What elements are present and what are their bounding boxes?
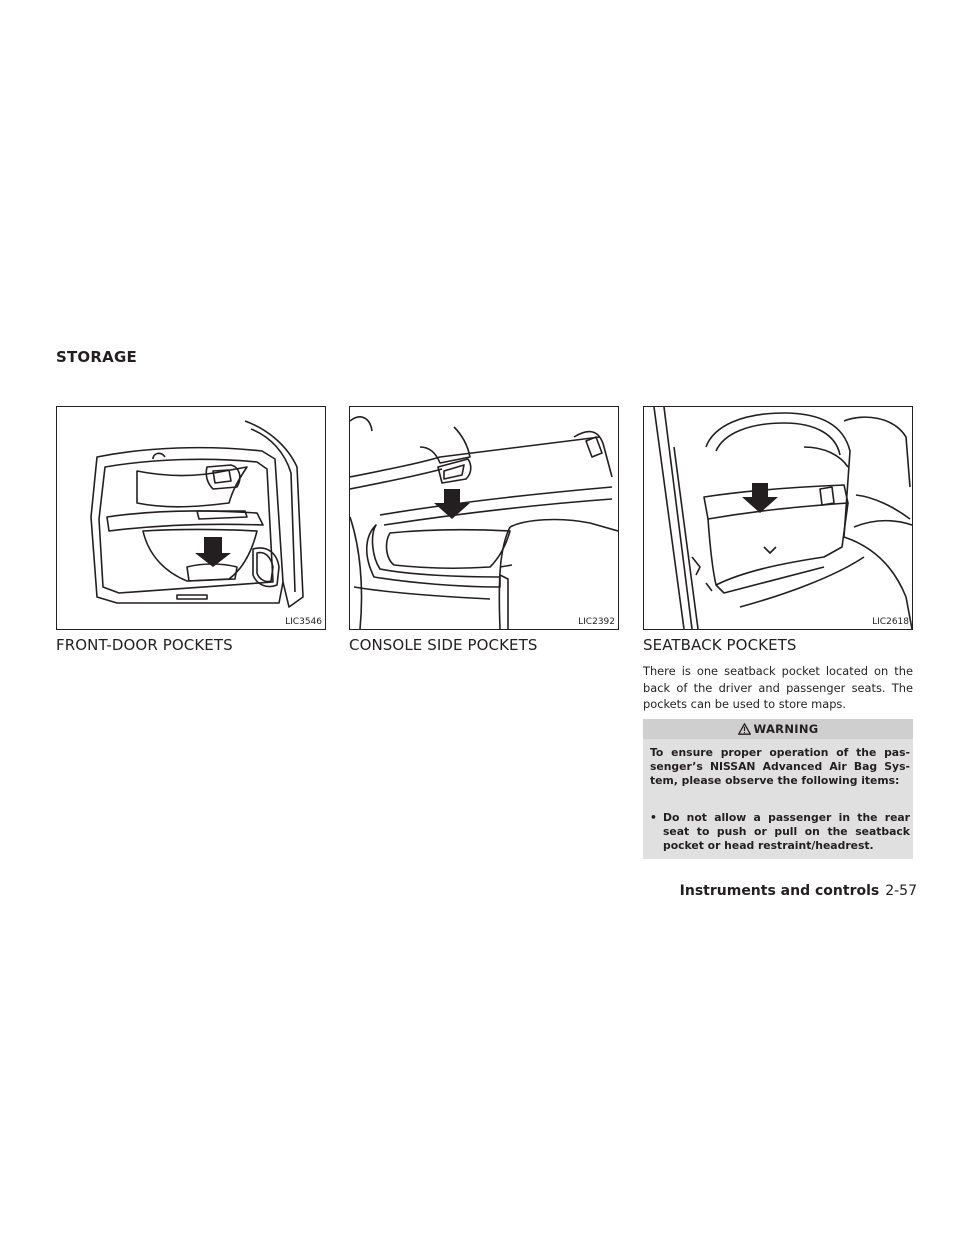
figure-code: LIC2618 — [872, 617, 909, 627]
front-door-illustration — [57, 407, 325, 629]
seatback-pockets-figure — [643, 406, 913, 630]
seatback-illustration — [644, 407, 912, 629]
console-side-pockets-figure — [349, 406, 619, 630]
seatback-description: There is one seatback pocket located on the back of the driver and passenger seats. The pockets can be used to store maps. — [643, 664, 913, 711]
figure-caption: SEATBACK POCKETS — [643, 636, 797, 654]
page-number: 2-57 — [885, 883, 917, 899]
pocket-arrow-icon — [742, 483, 778, 513]
console-illustration — [350, 407, 618, 629]
figure-code: LIC2392 — [578, 617, 615, 627]
page-footer — [680, 883, 917, 899]
figure-caption: FRONT-DOOR POCKETS — [56, 636, 233, 654]
warning-box — [643, 719, 913, 859]
warning-bullet-item — [650, 811, 910, 853]
warning-title: WARNING — [753, 722, 819, 736]
warning-text: To ensure proper operation of the pas-senger’s NISSAN Advanced Air Bag Sys-tem, please observe the following items: — [650, 746, 910, 787]
pocket-arrow-icon — [195, 537, 231, 567]
figure-caption: CONSOLE SIDE POCKETS — [349, 636, 538, 654]
front-door-pockets-figure — [56, 406, 326, 630]
chapter-title: Instruments and controls — [679, 883, 880, 899]
figure-code: LIC3546 — [285, 617, 322, 627]
warning-triangle-icon — [738, 723, 751, 735]
bullet-text: Do not allow a passenger in the rear seat to push or pull on the seatback pocket or head restraint/headrest. — [663, 811, 910, 852]
warning-header — [643, 719, 913, 739]
section-title: STORAGE — [56, 348, 137, 366]
bullet-mark: • — [650, 811, 657, 824]
